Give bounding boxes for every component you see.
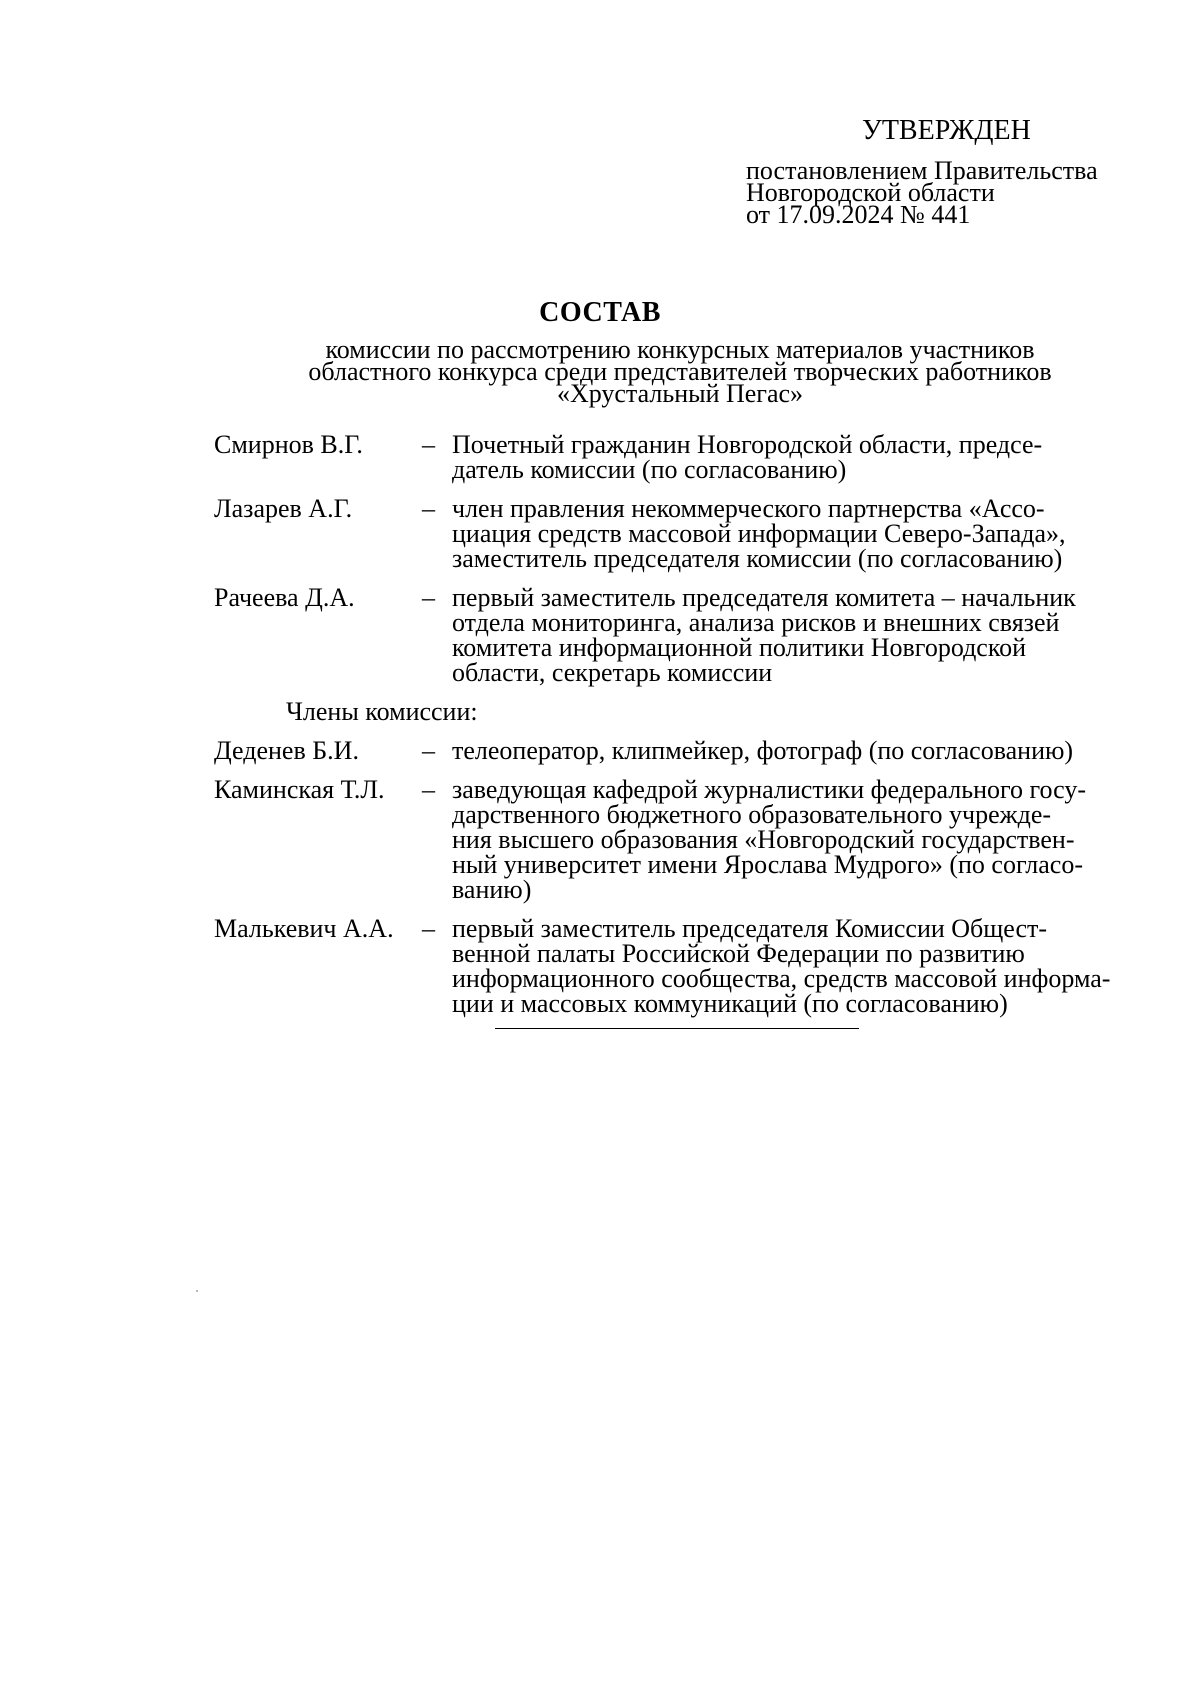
role-line: ванию)	[452, 875, 532, 904]
commission-list	[214, 432, 1174, 1030]
role-line: датель комиссии (по согласованию)	[452, 455, 847, 484]
member-row-lazarev	[214, 496, 1174, 571]
member-name: Рачеева Д.А.	[214, 583, 355, 612]
role-line: комитета информационной политики Новгородской	[452, 633, 1027, 662]
role-line: ный университет имени Ярослава Мудрого» (по согласо-	[452, 850, 1084, 879]
subtitle-line: комиссии по рассмотрению конкурсных материалов участников	[325, 335, 1035, 364]
role-line: заведующая кафедрой журналистики федерального госу-	[452, 775, 1087, 804]
role-line: отдела мониторинга, анализа рисков и внешних связей	[452, 608, 1060, 637]
members-section-label: Члены комиссии:	[286, 697, 478, 726]
member-role	[452, 585, 1174, 685]
role-line: ции и массовых коммуникаций (по согласованию)	[452, 989, 1008, 1018]
member-role	[452, 916, 1174, 1016]
approval-block	[746, 114, 1166, 229]
role-line: информационного сообщества, средств массовой информа-	[452, 964, 1111, 993]
subtitle-line: «Хрустальный Пегас»	[556, 379, 804, 408]
role-line: дарственного бюджетного образовательного учрежде-	[452, 800, 1052, 829]
member-name: Деденев Б.И.	[214, 736, 359, 765]
dash-separator: –	[422, 775, 435, 804]
member-row-kaminskaya	[214, 777, 1174, 902]
dash-separator: –	[422, 583, 435, 612]
member-row-malkevich	[214, 916, 1174, 1016]
member-row-smirnov	[214, 432, 1174, 482]
closing-rule-divider	[495, 1028, 859, 1029]
role-line: ния высшего образования «Новгородский государствен-	[452, 825, 1075, 854]
role-line: член правления некоммерческого партнерства «Ассо-	[452, 494, 1045, 523]
member-row-racheeva	[214, 585, 1174, 685]
role-line: венной палаты Российской Федерации по развитию	[452, 939, 1025, 968]
subtitle-line: областного конкурса среди представителей творческих работников	[308, 357, 1052, 386]
approval-line: постановлением Правительства	[746, 156, 1098, 185]
role-line: заместитель председателя комиссии (по согласованию)	[452, 544, 1063, 573]
approval-line: от 17.09.2024 № 441	[746, 200, 971, 229]
role-line: области, секретарь комиссии	[452, 658, 773, 687]
member-name: Лазарев А.Г.	[214, 494, 353, 523]
member-name: Каминская Т.Л.	[214, 775, 385, 804]
document-subtitle	[0, 335, 1200, 408]
member-name: Малькевич А.А.	[214, 914, 394, 943]
dash-separator: –	[422, 494, 435, 523]
document-title: СОСТАВ	[539, 297, 661, 328]
role-line: первый заместитель председателя Комиссии Общест-	[452, 914, 1048, 943]
approval-title: УТВЕРЖДЕН	[862, 115, 1031, 146]
approval-line: Новгородской области	[746, 178, 995, 207]
dash-separator: –	[422, 914, 435, 943]
dash-separator: –	[422, 430, 435, 459]
member-role	[452, 496, 1174, 571]
role-line: Почетный гражданин Новгородской области, предсе-	[452, 430, 1043, 459]
role-line: телеоператор, клипмейкер, фотограф (по согласованию)	[452, 736, 1074, 765]
role-line: циация средств массовой информации Северо-Запада»,	[452, 519, 1066, 548]
dash-separator: –	[422, 736, 435, 765]
member-role	[452, 432, 1174, 482]
member-role	[452, 777, 1174, 902]
member-role	[452, 738, 1174, 763]
member-name: Смирнов В.Г.	[214, 430, 363, 459]
role-line: первый заместитель председателя комитета – начальник	[452, 583, 1076, 612]
scan-speck	[196, 1290, 198, 1292]
member-row-dedenev	[214, 738, 1174, 763]
